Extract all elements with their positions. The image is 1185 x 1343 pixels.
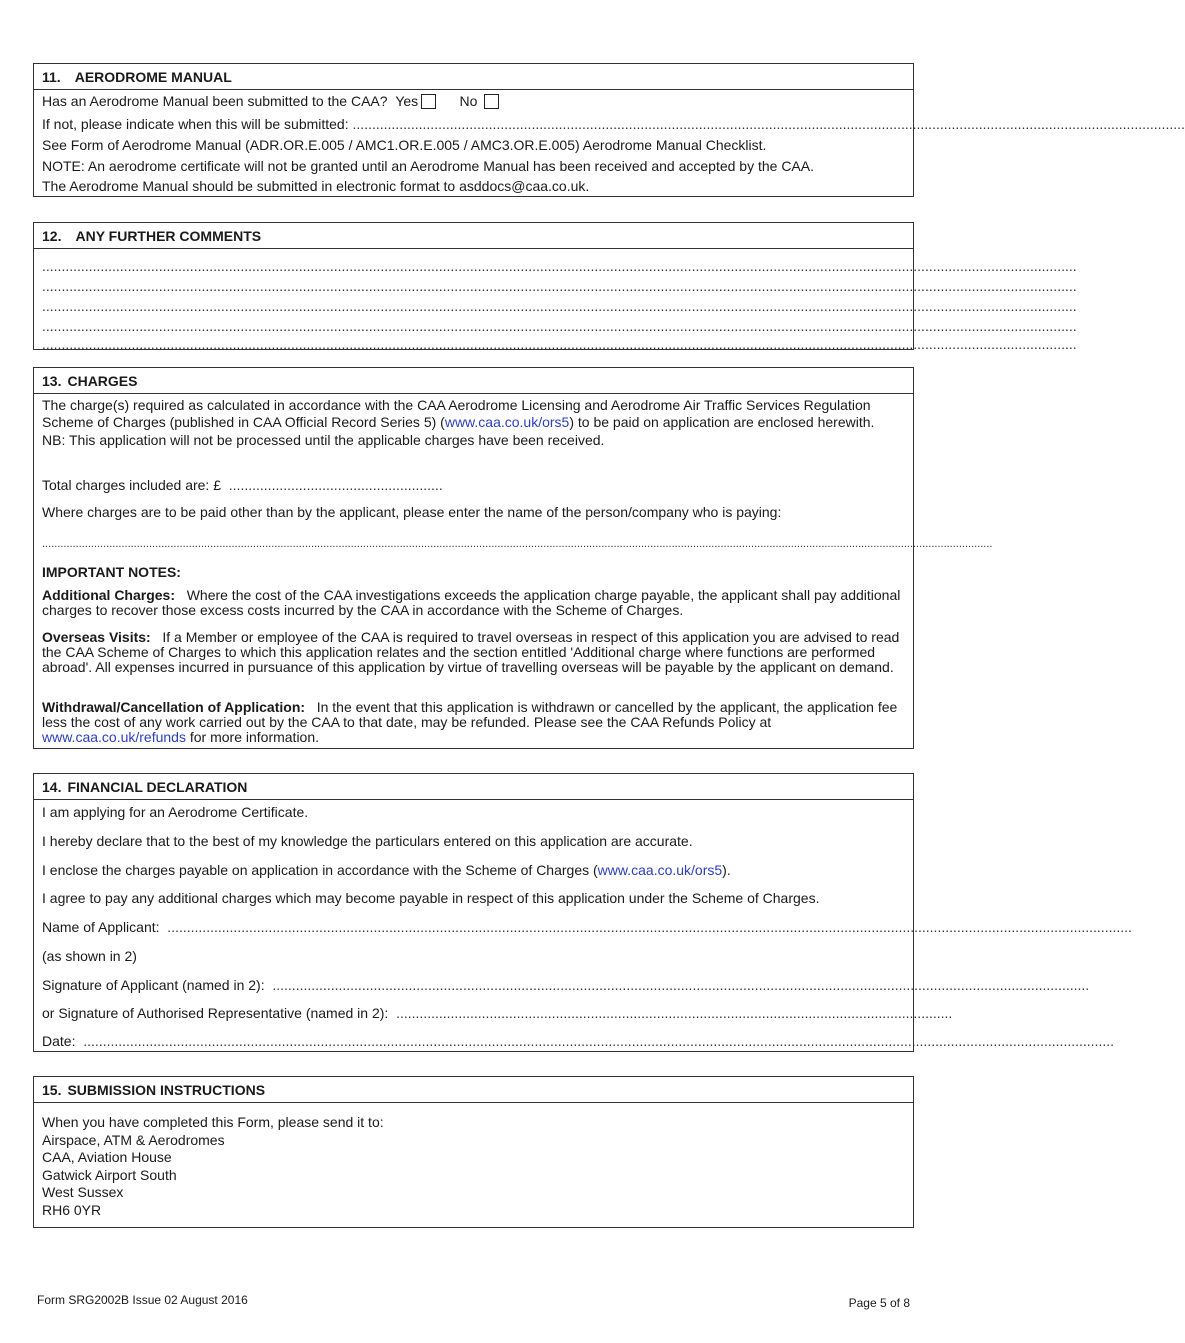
payer-name-line[interactable]: ....................................................................................................................................................................................................................................................................................................................... [42, 538, 993, 550]
comment-line[interactable]: .......................................................................................................................................................................................................................................................................... [42, 278, 1077, 294]
note-text: If a Member or employee of the CAA is required to travel overseas in respect of this application you are advised to read the CAA Scheme of Charges to which this application relates and the section entitled 'Additional charge where functions are performed abroad'. All expenses incurred in pursuance of this application by virtue of travelling overseas will be payable by the applicant on demand. [42, 629, 900, 675]
dotted-entry-line: ....................................................... [221, 477, 443, 493]
submission-address-block [42, 1114, 903, 1219]
section-charges [33, 367, 993, 749]
important-notes-heading: IMPORTANT NOTES: [42, 564, 181, 580]
dotted-entry-line: .................................................................................................................................................................................................................. [264, 977, 1090, 993]
representative-signature-label: or Signature of Authorised Representative (named in 2): [42, 1005, 389, 1021]
as-shown-note: (as shown in 2) [42, 948, 137, 964]
section-number: 14. [42, 778, 62, 795]
overseas-visits-note [42, 630, 903, 675]
send-to-text: When you have completed this Form, please send it to: [42, 1114, 384, 1130]
dotted-entry-line: ............................................................................................................................................... [388, 1005, 953, 1021]
dotted-entry-line: ...................................................................................................................................................................................................................... [348, 116, 1185, 132]
applicant-signature-label: Signature of Applicant (named in 2): [42, 977, 265, 993]
section-header [34, 223, 913, 249]
declaration-line: I hereby declare that to the best of my knowledge the particulars entered on this application are accurate. [42, 833, 693, 849]
no-checkbox[interactable] [484, 94, 499, 109]
withdrawal-note [42, 700, 903, 745]
question-text: Has an Aerodrome Manual been submitted to the CAA? [42, 93, 388, 109]
section-title: SUBMISSION INSTRUCTIONS [67, 1081, 266, 1098]
section-number: 15. [42, 1081, 62, 1098]
manual-submitted-question [42, 93, 905, 109]
note-text-end: for more information. [189, 729, 320, 745]
comment-line[interactable]: .......................................................................................................................................................................................................................................................................... [42, 336, 1077, 352]
section-title: CHARGES [67, 372, 138, 389]
declaration-line: I agree to pay any additional charges which may become payable in respect of this application under the Scheme of Charges. [42, 890, 820, 906]
comment-line[interactable]: .......................................................................................................................................................................................................................................................................... [42, 258, 1077, 274]
no-label: No [459, 93, 478, 109]
nb-note: NB: This application will not be processed until the applicable charges have been received. [42, 432, 605, 448]
comment-line[interactable]: .......................................................................................................................................................................................................................................................................... [42, 298, 1077, 314]
section-header [34, 1077, 913, 1103]
other-payer-prompt: Where charges are to be paid other than by the applicant, please enter the name of the person/company who is paying: [42, 504, 782, 520]
page-number: Page 5 of 8 [848, 1296, 910, 1310]
note-label: Withdrawal/Cancellation of Application: [42, 699, 306, 715]
declaration-line [42, 862, 905, 878]
applicant-name-field[interactable] [42, 919, 1132, 935]
date-field[interactable] [42, 1033, 1115, 1049]
declaration-line: I am applying for an Aerodrome Certificate. [42, 804, 309, 820]
dotted-entry-line: ......................................................................................................................................................................................................................................................................... [75, 1033, 1115, 1049]
address-line: RH6 0YR [42, 1201, 102, 1218]
declaration-text: I enclose the charges payable on application in accordance with the Scheme of Charges ( [42, 862, 598, 878]
applicant-name-label: Name of Applicant: [42, 919, 160, 935]
section-further-comments [33, 222, 1077, 352]
comment-line[interactable]: .......................................................................................................................................................................................................................................................................... [42, 318, 1077, 334]
address-line: Airspace, ATM & Aerodromes [42, 1131, 225, 1148]
section-title: AERODROME MANUAL [74, 68, 232, 85]
total-charges-field[interactable] [42, 477, 443, 493]
submission-date-field[interactable] [42, 116, 1185, 132]
dotted-entry-line: ........................................................................................................................................................................................................................................................ [159, 919, 1132, 935]
intro-text: The charge(s) required as calculated in accordance with the CAA Aerodrome Licensing and Aerodrome Air Traffic Services Regulation Scheme of Charges (published in CAA Official Record Series 5) ( [42, 397, 871, 430]
address-line: Gatwick Airport South [42, 1166, 177, 1183]
section-header [34, 368, 913, 394]
ors5-link[interactable]: www.caa.co.uk/ors5 [597, 862, 723, 878]
section-header [34, 64, 913, 90]
section-number: 11. [42, 68, 61, 85]
representative-signature-field[interactable] [42, 1005, 953, 1021]
section-financial-declaration [33, 773, 1132, 1052]
note-label: Overseas Visits: [42, 629, 151, 645]
additional-charges-note [42, 588, 903, 618]
note-label: Additional Charges: [42, 587, 176, 603]
address-line: West Sussex [42, 1184, 124, 1200]
charges-intro [42, 397, 903, 431]
section-aerodrome-manual [33, 63, 1185, 197]
manual-form-reference: See Form of Aerodrome Manual (ADR.OR.E.005 / AMC1.OR.E.005 / AMC3.OR.E.005) Aerodrome Manual Checklist. [42, 137, 767, 153]
section-header [34, 774, 913, 800]
declaration-text-end: ). [722, 862, 731, 878]
intro-text-end: ) to be paid on application are enclosed herewith. [569, 414, 875, 430]
form-identifier: Form SRG2002B Issue 02 August 2016 [37, 1293, 248, 1307]
section-number: 13. [42, 372, 62, 389]
certificate-note: NOTE: An aerodrome certificate will not be granted until an Aerodrome Manual has been received and accepted by the CAA. [42, 158, 814, 174]
applicant-signature-field[interactable] [42, 977, 1090, 993]
total-charges-label: Total charges included are: £ [42, 477, 221, 493]
yes-checkbox[interactable] [421, 94, 436, 109]
refunds-link[interactable]: www.caa.co.uk/refunds [42, 729, 186, 745]
date-label: Date: [42, 1033, 76, 1049]
electronic-submission-note: The Aerodrome Manual should be submitted in electronic format to asddocs@caa.co.uk. [42, 178, 590, 194]
address-line: CAA, Aviation House [42, 1149, 172, 1165]
note-text: Where the cost of the CAA investigations exceeds the application charge payable, the applicant shall pay additional charges to recover those excess costs incurred by the CAA in accordance with the Scheme of Charges. [42, 587, 901, 618]
ors5-link[interactable]: www.caa.co.uk/ors5 [444, 414, 570, 430]
section-title: ANY FURTHER COMMENTS [75, 227, 262, 244]
section-submission-instructions [33, 1076, 914, 1228]
yes-label: Yes [395, 93, 419, 109]
submission-date-label: If not, please indicate when this will be submitted: [42, 116, 349, 132]
section-number: 12. [42, 227, 62, 244]
note-text: In the event that this application is withdrawn or cancelled by the applicant, the application fee less the cost of any work carried out by the CAA to that date, may be refunded. Please see the CAA Refunds Policy at [42, 699, 898, 730]
section-title: FINANCIAL DECLARATION [67, 778, 248, 795]
